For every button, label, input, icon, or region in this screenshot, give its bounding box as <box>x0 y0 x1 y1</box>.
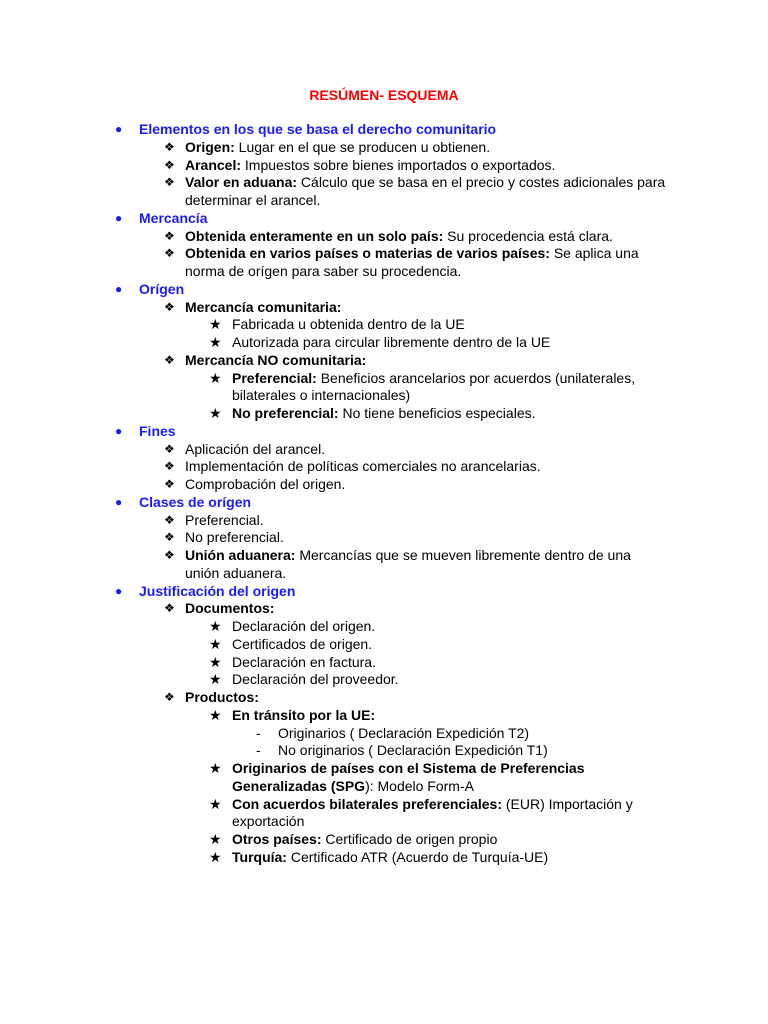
item-text <box>185 476 345 494</box>
item-description: Beneficios arancelarios por acuerdos (unilaterales, <box>316 369 636 386</box>
star-bullet-icon: ★ <box>209 653 222 670</box>
sub-list-item <box>0 334 768 352</box>
star-bullet-icon: ★ <box>209 706 222 723</box>
item-description: Lugar en el que se producen u obtienen. <box>234 138 491 155</box>
item-label: Mercancía comunitaria: <box>185 298 342 315</box>
item-label: Obtenida en varios países o materias de varios países: <box>185 245 550 262</box>
diamond-bullet-icon: ❖ <box>164 530 175 545</box>
item-label: Arancel: <box>185 156 242 173</box>
item-text <box>185 512 264 530</box>
item-description: No originarios ( Declaración Expedición T1) <box>278 742 548 759</box>
item-text <box>232 370 635 388</box>
item-text <box>232 636 372 654</box>
item-label: Con acuerdos bilaterales preferenciales: <box>232 795 502 812</box>
star-bullet-icon: ★ <box>209 334 222 350</box>
item-label: Origen: <box>185 138 235 155</box>
diamond-bullet-icon: ❖ <box>164 548 175 562</box>
list-item-continuation <box>0 565 768 583</box>
diamond-bullet-icon: ❖ <box>164 139 175 154</box>
sub-list-item <box>0 316 768 334</box>
outline-list <box>0 121 768 867</box>
section-heading <box>0 121 768 139</box>
list-item <box>0 174 768 192</box>
star-bullet-icon: ★ <box>209 316 222 333</box>
sub-list-item <box>0 405 768 423</box>
item-text <box>232 760 585 778</box>
item-description: Cálculo que se basa en el precio y costes adicionales para <box>297 174 666 191</box>
item-text <box>139 423 176 441</box>
item-description: Su procedencia está clara. <box>443 227 613 244</box>
list-item <box>0 476 768 494</box>
star-bullet-icon: ★ <box>209 795 222 812</box>
item-text <box>139 494 251 512</box>
sub-list-item <box>0 671 768 689</box>
item-description: Originarios ( Declaración Expedición T2) <box>278 724 530 741</box>
item-label: Fines <box>139 422 176 439</box>
item-text <box>232 618 375 636</box>
star-bullet-icon: ★ <box>209 760 222 776</box>
item-text <box>185 192 320 210</box>
list-item <box>0 600 768 618</box>
diamond-bullet-icon: ❖ <box>164 477 175 491</box>
sub-list-item <box>0 370 768 388</box>
item-text <box>232 796 633 814</box>
item-text <box>232 334 550 352</box>
sub-list-item <box>0 849 768 867</box>
item-description: exportación <box>232 813 305 830</box>
item-description: Declaración en factura. <box>232 653 376 670</box>
item-description: bilaterales o internacionales) <box>232 387 411 404</box>
item-label: Turquía: <box>232 848 287 865</box>
sub-list-item <box>0 654 768 672</box>
item-description: Se aplica una <box>549 245 639 262</box>
item-label: Obtenida enteramente en un solo país: <box>185 227 444 244</box>
item-description: Certificado de origen propio <box>321 831 498 847</box>
list-item <box>0 157 768 175</box>
item-label: Elementos en los que se basa el derecho comunitario <box>139 121 497 137</box>
sub-list-item-continuation <box>0 778 768 796</box>
item-label: Justificación del origen <box>139 582 296 599</box>
list-item-continuation <box>0 192 768 210</box>
item-description: Mercancías que se mueven libremente dentro de una <box>295 547 631 563</box>
item-label: Originarios de países con el Sistema de Preferencias <box>232 760 585 776</box>
item-text <box>232 387 410 405</box>
item-text <box>232 707 375 725</box>
item-text <box>232 316 465 334</box>
item-text <box>185 299 341 317</box>
item-label: Documentos: <box>185 600 275 617</box>
item-text <box>232 405 536 423</box>
item-description: Preferencial. <box>185 511 264 528</box>
item-label: En tránsito por la UE: <box>232 706 376 723</box>
list-item <box>0 228 768 246</box>
list-item <box>0 441 768 459</box>
list-item <box>0 547 768 565</box>
item-label: Productos: <box>185 689 259 705</box>
sub-list-item-continuation <box>0 387 768 405</box>
item-description: Impuestos sobre bienes importados o exportados. <box>241 156 556 173</box>
sub-list-item <box>0 618 768 636</box>
sub-list-item <box>0 831 768 849</box>
item-description: Aplicación del arancel. <box>185 440 326 457</box>
item-description: No tiene beneficios especiales. <box>338 405 536 421</box>
item-description: ): Modelo Form-A <box>365 777 474 794</box>
item-description: Declaración del proveedor. <box>232 671 399 688</box>
item-text <box>185 547 631 565</box>
item-description: Certificados de origen. <box>232 635 373 652</box>
sub-list-item-continuation <box>0 813 768 831</box>
item-text <box>185 139 490 157</box>
item-description: Comprobación del origen. <box>185 476 346 492</box>
item-text <box>278 725 529 743</box>
item-description: Autorizada para circular libremente dentro de la UE <box>232 334 551 350</box>
item-label: Valor en aduana: <box>185 174 298 191</box>
list-item-continuation <box>0 263 768 281</box>
sub-list-item <box>0 796 768 814</box>
item-description: norma de orígen para saber su procedencia. <box>185 263 462 279</box>
item-text <box>185 263 461 281</box>
item-label: Clases de orígen <box>139 493 252 510</box>
sub-list-item <box>0 760 768 778</box>
list-item <box>0 245 768 263</box>
diamond-bullet-icon: ❖ <box>164 157 175 172</box>
list-item <box>0 299 768 317</box>
bullet-icon: ● <box>115 494 123 509</box>
item-text <box>185 352 366 370</box>
item-text <box>139 583 295 601</box>
list-item <box>0 352 768 370</box>
item-text <box>232 849 548 867</box>
item-text <box>232 654 376 672</box>
list-item <box>0 689 768 707</box>
list-item <box>0 139 768 157</box>
diamond-bullet-icon: ❖ <box>164 299 175 314</box>
bullet-icon: ● <box>115 210 123 225</box>
item-text <box>139 281 184 299</box>
item-text <box>232 671 399 689</box>
item-description: No preferencial. <box>185 529 284 546</box>
item-description: Fabricada u obtenida dentro de la UE <box>232 316 465 333</box>
bullet-icon: ● <box>115 583 123 598</box>
dash-bullet-icon: - <box>256 742 261 759</box>
section-heading <box>0 210 768 228</box>
bullet-icon: ● <box>115 122 123 136</box>
item-text <box>185 157 555 175</box>
diamond-bullet-icon: ❖ <box>164 601 175 616</box>
star-bullet-icon: ★ <box>209 618 222 634</box>
list-item <box>0 529 768 547</box>
diamond-bullet-icon: ❖ <box>164 441 175 456</box>
item-description: Declaración del origen. <box>232 618 376 634</box>
section-heading <box>0 494 768 512</box>
diamond-bullet-icon: ❖ <box>164 690 175 704</box>
star-bullet-icon: ★ <box>209 405 222 421</box>
item-text <box>185 228 613 246</box>
item-label: Mercancía <box>139 209 208 226</box>
section-heading <box>0 583 768 601</box>
item-text <box>185 245 639 263</box>
diamond-bullet-icon: ❖ <box>164 352 175 367</box>
sub-list-item <box>0 636 768 654</box>
sub-sub-list-item <box>0 742 768 760</box>
item-label: Orígen <box>139 280 185 297</box>
item-text <box>139 210 207 228</box>
item-description: Implementación de políticas comerciales no arancelarias. <box>185 458 541 475</box>
list-item <box>0 458 768 476</box>
item-text <box>232 831 497 849</box>
diamond-bullet-icon: ❖ <box>164 228 175 243</box>
bullet-icon: ● <box>115 423 123 438</box>
item-description: determinar el arancel. <box>185 192 321 208</box>
item-text <box>232 778 474 796</box>
bullet-icon: ● <box>115 281 123 296</box>
item-label: No preferencial: <box>232 405 339 421</box>
item-description: (EUR) Importación y <box>502 795 633 812</box>
star-bullet-icon: ★ <box>209 635 222 652</box>
star-bullet-icon: ★ <box>209 671 222 688</box>
star-bullet-icon: ★ <box>209 831 222 847</box>
item-description: Certificado ATR (Acuerdo de Turquía-UE) <box>286 848 549 865</box>
item-text <box>185 689 259 707</box>
item-text <box>185 529 284 547</box>
diamond-bullet-icon: ❖ <box>164 459 175 474</box>
star-bullet-icon: ★ <box>209 848 222 865</box>
item-description: unión aduanera. <box>185 564 287 581</box>
item-text <box>232 813 304 831</box>
list-item <box>0 512 768 530</box>
item-text <box>185 441 325 459</box>
item-text <box>185 458 541 476</box>
item-text <box>278 742 548 760</box>
item-label: Unión aduanera: <box>185 547 296 563</box>
diamond-bullet-icon: ❖ <box>164 175 175 190</box>
section-heading <box>0 423 768 441</box>
item-text <box>185 174 665 192</box>
document-title: RESÚMEN- ESQUEMA <box>309 87 459 103</box>
item-text <box>185 565 286 583</box>
diamond-bullet-icon: ❖ <box>164 512 175 527</box>
item-text <box>139 121 496 139</box>
dash-bullet-icon: - <box>256 724 261 741</box>
item-label: Mercancía NO comunitaria: <box>185 351 367 368</box>
sub-sub-list-item <box>0 725 768 743</box>
item-label: Otros países: <box>232 831 322 847</box>
section-heading <box>0 281 768 299</box>
diamond-bullet-icon: ❖ <box>164 246 175 261</box>
item-label: Preferencial: <box>232 369 317 386</box>
item-label: Generalizadas (SPG <box>232 777 366 794</box>
sub-list-item <box>0 707 768 725</box>
star-bullet-icon: ★ <box>209 369 222 386</box>
item-text <box>185 600 274 618</box>
